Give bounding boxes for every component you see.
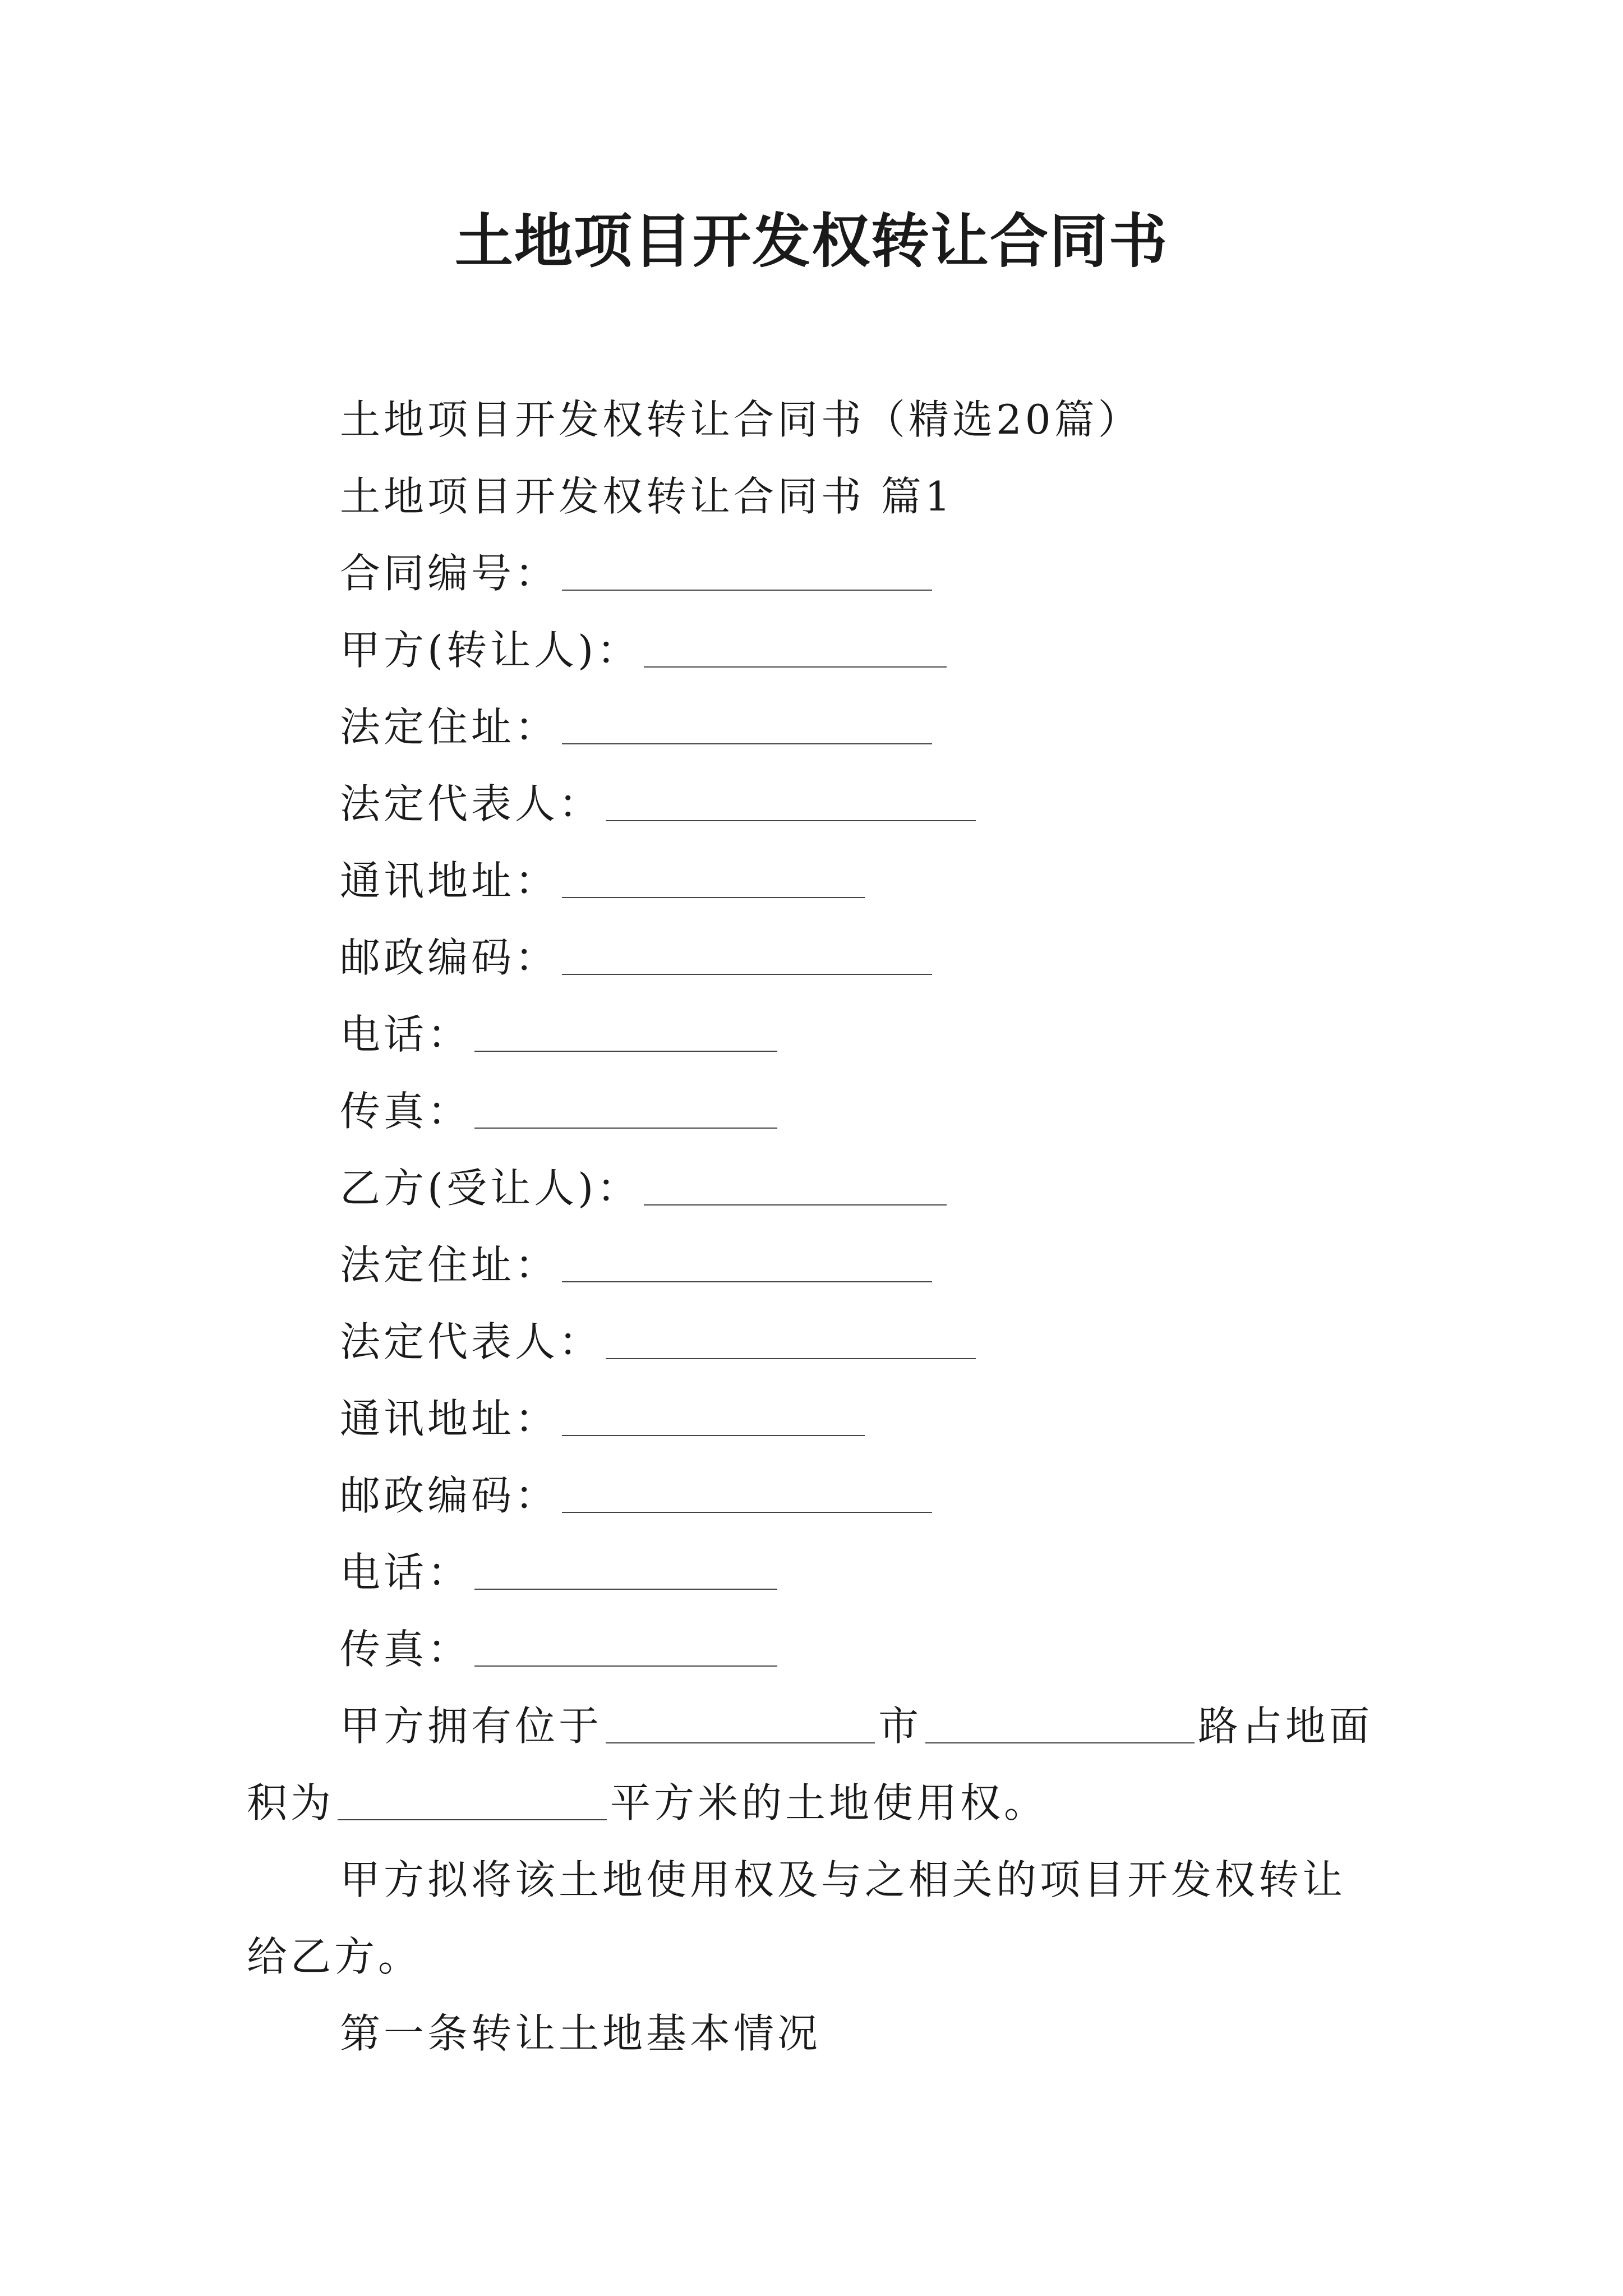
field-label: 法定住址： xyxy=(340,703,559,751)
field-label: 法定住址： xyxy=(340,1241,559,1289)
field-label: 邮政编码： xyxy=(340,1472,559,1519)
field-label: 法定代表人： xyxy=(340,780,603,827)
field-label: 邮政编码： xyxy=(340,934,559,981)
fill-blank xyxy=(562,1435,865,1436)
field-a-address xyxy=(247,689,1376,766)
field-party-a xyxy=(247,612,1376,689)
field-label: 法定代表人： xyxy=(340,1318,603,1365)
article-heading: 第一条转让土地基本情况 xyxy=(340,2010,822,2057)
field-b-postcode xyxy=(247,1457,1376,1534)
paragraph-transfer-intent xyxy=(247,1842,1376,1995)
text-run: 甲方拥有位于 xyxy=(340,1703,603,1750)
text-run: 积为 xyxy=(247,1779,335,1826)
paragraph-land-location xyxy=(247,1688,1376,1842)
field-a-phone xyxy=(247,996,1376,1073)
fill-blank xyxy=(644,666,947,668)
fill-blank xyxy=(562,743,932,744)
fill-blank xyxy=(338,1819,607,1820)
document-body xyxy=(247,381,1376,2072)
field-contract-no xyxy=(247,535,1376,612)
section-heading: 土地项目开发权转让合同书 篇1 xyxy=(340,473,954,520)
fill-blank xyxy=(474,1665,777,1667)
fill-blank xyxy=(606,1358,976,1359)
field-a-postcode xyxy=(247,919,1376,996)
field-a-fax xyxy=(247,1073,1376,1150)
paragraph-line: 甲方拟将该土地使用权及与之相关的项目开发权转让 xyxy=(340,1856,1347,1903)
fill-blank xyxy=(474,1128,777,1129)
field-label: 电话： xyxy=(340,1549,472,1596)
field-b-phone xyxy=(247,1534,1376,1611)
fill-blank xyxy=(925,1742,1195,1743)
paragraph-line xyxy=(247,1688,1376,1765)
field-b-rep xyxy=(247,1304,1376,1381)
fill-blank xyxy=(606,820,976,821)
field-label: 合同编号： xyxy=(340,550,559,597)
field-label: 乙方(受让人)： xyxy=(340,1165,641,1212)
text-run: 路占地面 xyxy=(1198,1703,1373,1750)
field-label: 通讯地址： xyxy=(340,1395,559,1442)
field-b-address xyxy=(247,1227,1376,1304)
field-label: 电话： xyxy=(340,1011,472,1058)
field-a-mail-addr xyxy=(247,843,1376,919)
fill-blank xyxy=(562,974,932,975)
paragraph-line xyxy=(247,1765,1376,1842)
text-run: 市 xyxy=(878,1703,923,1750)
document-subtitle: 土地项目开发权转让合同书（精选20篇） xyxy=(340,396,1142,443)
document-title: 土地项目开发权转让合同书 xyxy=(454,207,1168,275)
paragraph-line: 给乙方。 xyxy=(247,1933,422,1980)
field-label: 甲方(转让人)： xyxy=(340,627,641,674)
field-b-fax xyxy=(247,1611,1376,1688)
field-b-mail-addr xyxy=(247,1381,1376,1457)
text-run: 平方米的土地使用权。 xyxy=(610,1779,1048,1826)
fill-blank xyxy=(606,1742,875,1743)
fill-blank xyxy=(562,590,932,591)
fill-blank xyxy=(562,897,865,898)
fill-blank xyxy=(562,1512,932,1513)
field-label: 传真： xyxy=(340,1626,472,1673)
fill-blank xyxy=(562,1281,932,1282)
field-label: 传真： xyxy=(340,1088,472,1135)
field-label: 通讯地址： xyxy=(340,857,559,904)
field-party-b xyxy=(247,1150,1376,1227)
field-a-rep xyxy=(247,766,1376,843)
fill-blank xyxy=(474,1589,777,1590)
fill-blank xyxy=(644,1204,947,1205)
fill-blank xyxy=(474,1051,777,1052)
